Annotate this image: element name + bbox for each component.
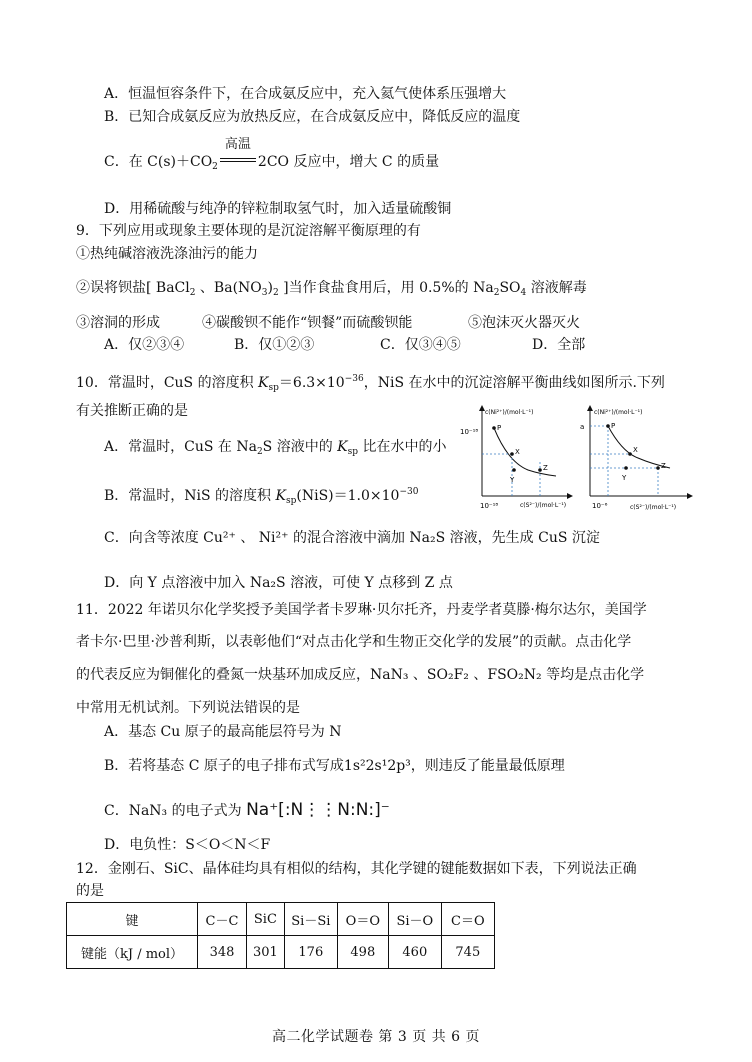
graph-right-ylabel: c(Ni²⁺)/(mol·L⁻¹) — [594, 409, 643, 416]
graph-right-point-p — [606, 424, 610, 428]
table-cell: 键能（kJ / mol） — [67, 936, 198, 969]
graph-right — [580, 405, 693, 511]
svg-text:P: P — [611, 422, 616, 430]
graph-right-point-z — [656, 466, 660, 470]
graph-left — [460, 405, 573, 510]
table-cell: 176 — [284, 936, 337, 969]
table-row — [67, 936, 495, 969]
graph-right-xtick: 10⁻⁶ — [592, 502, 608, 510]
q11-option-a: A．基态 Cu 原子的最高能层符号为 N — [104, 724, 342, 740]
table-header-cell: O＝O — [337, 903, 388, 936]
svg-text:X: X — [515, 448, 520, 456]
table-row — [67, 903, 495, 936]
graph-left-ylabel: c(Ni²⁺)/(mol·L⁻¹) — [485, 409, 534, 416]
q9-options — [104, 335, 585, 355]
graph-left-point-x — [510, 452, 514, 456]
q10-stem-line1: 10．常温时，CuS 的溶度积 $K_{sp}=6.3\times 10^{-36}$，NiS 在水中的沉淀溶解平衡曲线如图所示.下列 — [76, 374, 665, 393]
electron-formula: Na⁺[:N⋮⋮N:N:]⁻ — [246, 800, 390, 820]
q10-option-c: C．向含等浓度 Cu²⁺ 、 Ni²⁺ 的混合溶液中滴加 Na₂S 溶液，先生成 CuS 沉淀 — [104, 530, 600, 546]
q8-option-c: C．在 $C(s)+CO_2$ 高温 2CO 反应中，增大 C 的质量 — [104, 137, 440, 172]
nis-solubility-graphs — [458, 402, 698, 514]
q10-option-a: A．常温时，CuS 在 $Na_2S$ 溶液中的 $K_{sp}$ 比在水中的小 — [104, 439, 447, 457]
q9-item-1: ①热纯碱溶液洗涤油污的能力 — [76, 246, 258, 262]
table-cell: 348 — [198, 936, 247, 969]
graph-right-point-y — [624, 466, 628, 470]
table-header-cell: Si－O — [388, 903, 441, 936]
q9-option-d: D．全部 — [532, 337, 586, 353]
table-header-cell: Si－Si — [284, 903, 337, 936]
q9-option-c: C．仅③④⑤ — [380, 337, 461, 353]
q11-stem-line2: 者卡尔·巴里·沙普利斯，以表彰他们“对点击化学和生物正交化学的发展”的贡献。点击化学 — [76, 634, 632, 650]
svg-text:Z: Z — [543, 464, 548, 472]
table-header-cell: C＝O — [441, 903, 494, 936]
q10-option-b: B．常温时，NiS 的溶度积 $K_{sp}(NiS)=1.0\times 10^{-30}$ — [104, 487, 419, 506]
svg-text:Y: Y — [510, 476, 515, 484]
bond-energy-table — [66, 902, 495, 969]
svg-text:Z: Z — [661, 462, 666, 470]
q9-items-row: ③溶洞的形成 ④碳酸钡不能作“钡餐”而硫酸钡能 ⑤泡沫灭火器灭火 — [76, 315, 580, 331]
table-cell: 460 — [388, 936, 441, 969]
q9-option-b: B．仅①②③ — [234, 337, 315, 353]
q11-stem-line3: 的代表反应为铜催化的叠氮一炔基环加成反应，NaN₃ 、SO₂F₂ 、FSO₂N₂ 等均是点击化学 — [76, 667, 645, 683]
graph-left-ytick: 10⁻¹⁸ — [460, 428, 479, 436]
page-footer: 高二化学试题卷 第 3 页 共 6 页 — [271, 1029, 480, 1045]
table-header-cell: SiC — [247, 903, 285, 936]
table-header-cell: C－C — [198, 903, 247, 936]
q11-option-d: D．电负性：S＜O＜N＜F — [104, 837, 271, 853]
reaction-condition: 高温 — [218, 152, 258, 172]
q11-option-c: C．NaN₃ 的电子式为 Na⁺[:N⋮⋮N:N:]⁻ — [104, 800, 390, 820]
q12-stem-line2: 的是 — [76, 883, 104, 899]
q11-stem-line1: 11．2022 年诺贝尔化学奖授予美国学者卡罗琳·贝尔托齐，丹麦学者莫滕·梅尔达尔，美国学 — [76, 602, 647, 618]
graph-left-point-y — [512, 468, 516, 472]
graph-left-point-z — [538, 468, 542, 472]
q10-stem-line2: 有关推断正确的是 — [76, 403, 188, 419]
q8-option-a: A．恒温恒容条件下，在合成氨反应中，充入氦气使体系压强增大 — [104, 86, 507, 102]
graph-left-point-p — [492, 426, 496, 430]
q9-option-a: A．仅②③④ — [104, 337, 185, 353]
q8-option-d: D．用稀硫酸与纯净的锌粒制取氢气时，加入适量硫酸铜 — [104, 201, 452, 217]
table-cell: 301 — [247, 936, 285, 969]
table-cell: 498 — [337, 936, 388, 969]
graph-right-ytick: a — [580, 423, 585, 431]
svg-text:Y: Y — [622, 474, 627, 482]
svg-text:X: X — [633, 446, 638, 454]
q11-option-b: B．若将基态 C 原子的电子排布式写成1s²2s¹2p³，则违反了能量最低原理 — [104, 758, 565, 774]
svg-text:P: P — [497, 424, 502, 432]
graph-right-xlabel: c(S²⁻)/(mol·L⁻¹) — [630, 504, 677, 511]
table-cell: 745 — [441, 936, 494, 969]
table-header-cell: 键 — [67, 903, 198, 936]
q10-option-d: D．向 Y 点溶液中加入 Na₂S 溶液，可使 Y 点移到 Z 点 — [104, 575, 453, 591]
q9-item-2: ②误将钡盐[ BaCl$_2$ 、$Ba(NO_3)_2$ ]当作食盐食用后，用 0.5%的 $Na_2SO_4$ 溶液解毒 — [76, 280, 587, 298]
q9-stem: 9．下列应用或现象主要体现的是沉淀溶解平衡原理的有 — [76, 223, 421, 239]
graph-right-point-x — [628, 452, 632, 456]
graph-left-xtick: 10⁻¹⁸ — [480, 502, 499, 510]
q8-option-b: B．已知合成氨反应为放热反应，在合成氨反应中，降低反应的温度 — [104, 109, 521, 125]
q11-stem-line4: 中常用无机试剂。下列说法错误的是 — [76, 700, 300, 716]
graph-left-xlabel: c(S²⁻)/(mol·L⁻¹) — [520, 502, 567, 509]
q12-stem-line1: 12．金刚石、SiC、晶体硅均具有相似的结构，其化学键的键能数据如下表，下列说法正确 — [76, 861, 637, 877]
